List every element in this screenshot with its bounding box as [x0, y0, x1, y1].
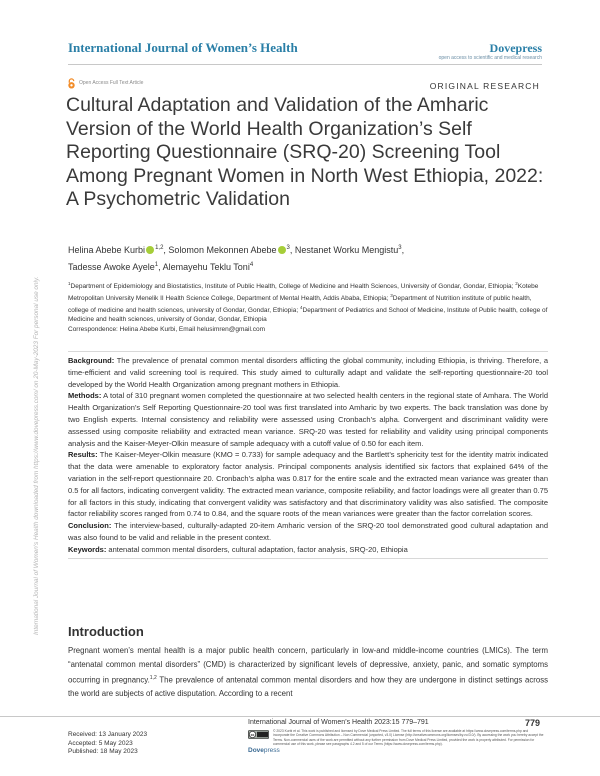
- author-separator: ,: [401, 245, 405, 255]
- abstract-label: Methods:: [68, 391, 102, 401]
- author-affil: 4: [249, 262, 254, 268]
- author-separator: ,: [158, 262, 163, 272]
- affiliation-marker: 4: [299, 305, 303, 311]
- footer-divider: [0, 716, 600, 717]
- abstract-methods: [68, 390, 548, 449]
- accepted-date: Accepted: 5 May 2023: [68, 739, 133, 747]
- open-access-label: Open Access Full Text Article: [79, 80, 144, 86]
- license-text: © 2023 Kurbi et al. This work is published and licensed by Dove Medical Press Limited. The full terms of this license are available at https://www.dovepress.com/terms.php and incorporate the Creative Commons Attribution – Non Commercial (unported, v3.0) License (http://creativecommons.org/licenses/by-nc/3.0/). By accessing the work you hereby accept the Terms. Non-commercial uses of the work are permitted without any further permission from Dove Medical Press Limited, provided the work is properly attributed. For permission for commercial use of this work, please see paragraphs 4.2 and 5 of our Terms (https://www.dovepress.com/terms.php).: [273, 729, 544, 747]
- abstract: [68, 351, 548, 559]
- affiliation-marker: 2: [515, 281, 518, 286]
- publisher-tagline: open access to scientific and medical research: [438, 55, 542, 61]
- author-list: [68, 241, 548, 275]
- intro-paragraph: [68, 644, 548, 701]
- section-heading: Introduction: [68, 624, 144, 639]
- author-name: Tadesse Awoke Ayele: [68, 262, 155, 272]
- orcid-icon[interactable]: [146, 246, 154, 254]
- journal-citation: International Journal of Women’s Health 2023:15 779–791: [248, 719, 429, 726]
- affiliation-text: Kotebe Metropolitan University Menelik II Health Science College, Department of Mental Health, Addis Ababa, Ethiopia;: [68, 283, 539, 303]
- abstract-text: The Kaiser-Meyer-Olkin measure (KMO = 0.733) for sample adequacy and the Bartlett’s sphericity test for the identity matrix indicated that the data were amenable to exploratory factor analysis. Principal components analysis identified six factors that explained 64% of the variation in the self-report questionnaire 20. Cronbach’s alpha was 0.817 for the entire scale and the extracted mean variance was greater than 0.5 for all factors, indicating convergent validity. The extracted mean variance, composite reliability, and factor loadings were all greater than 0.75 for all factors in this study, indicating that convergent validity was satisfactory and that discriminatory validity was also satisfied. The composite factor reliability scores ranged from 0.74 to 0.84, and the square roots of the mean variances were greater than the factor correlation scores.: [68, 450, 548, 519]
- abstract-text: antenatal common mental disorders, cultural adaptation, factor analysis, SRQ-20, Ethiopia: [106, 544, 408, 554]
- affiliation-marker: 3: [390, 293, 393, 299]
- creative-commons-icon: [248, 730, 269, 739]
- correspondence: Correspondence: Helina Abebe Kurbi, Email helusimren@gmail.com: [68, 326, 265, 333]
- author-affil: 1: [154, 262, 159, 268]
- affiliation-text: Department of Epidemiology and Biostatistics, Institute of Public Health, College of Medicine and Health Sciences, University of Gondar, Gondar, Ethiopia;: [70, 283, 516, 291]
- cc-label: cc: [250, 732, 255, 737]
- author-name: Nestanet Worku Mengistu: [294, 245, 399, 255]
- abstract-text: The prevalence of prenatal common mental disorders afflicting the global community, including Ethiopia, is thriving. Therefore, a time-efficient and valid screening tool is required. This study aimed to culturally adapt and validate the self-reporting questionnaire-20 tool developed by the World Health Organization among pregnant mothers in Ethiopia.: [68, 356, 548, 389]
- article-title: Cultural Adaptation and Validation of the Amharic Version of the World Health Organization’s Self Reporting Questionnaire (SRQ-20) Screening Tool Among Pregnant Women in North West Ethiopia, 2022: A Psychometric Validation: [66, 94, 544, 210]
- footer-publisher-logo: [248, 747, 280, 754]
- abstract-text: A total of 310 pregnant women completed the questionnaire at two selected health centers in the regional state of Amhara. The World Health Organization’s Self Reporting Questionnaire-20 tool was first translated into Amharic by two experts. The back translation was done by two English experts. Internal consistency and reliability were assessed using Cronbach’s alpha. Convergent and discriminant validity were assessed using composite reliability and extracted mean variance. SRQ-20 was tested for reliability and validity using principal components analysis and the Kaiser-Meyer-Olkin measure of sample adequacy with a cutoff value of 0.50 for each item.: [68, 391, 548, 448]
- abstract-label: Conclusion:: [68, 521, 112, 531]
- abstract-background: [68, 355, 548, 390]
- header-divider: [68, 64, 542, 65]
- affiliations: [68, 280, 548, 325]
- article-dates: [68, 731, 147, 757]
- journal-title: International Journal of Women’s Health: [68, 40, 298, 55]
- author-affil: 3: [286, 245, 290, 251]
- intro-text: The prevalence of antenatal common mental disorders and how they are undergone in distinct settings across the world are subjects of active disputation. According to a recent: [68, 675, 549, 699]
- watermark-text: International Journal of Women's Health downloaded from https://www.dovepress.com/ on 20-May-2023 For personal use only.: [33, 276, 40, 635]
- affiliation-text: Department of Nutrition institute of public health, college of medicine and health sciences, university of Gondar, Gondar, Ethiopia;: [68, 295, 532, 315]
- author-name: Solomon Mekonnen Abebe: [168, 245, 277, 255]
- author-separator: ,: [289, 245, 295, 255]
- abstract-label: Results:: [68, 450, 98, 460]
- abstract-label: Background:: [68, 356, 115, 365]
- page-number: 779: [524, 718, 540, 728]
- abstract-text: The interview-based, culturally-adapted 20-item Amharic version of the SRQ-20 tool demonstrated good cultural adaptation and was also found to be valid and reliable in the present context.: [68, 521, 548, 542]
- affiliation-text: Department of Pediatrics and School of Medicine, Institute of Public health, college of Medicine and health sciences, university of Gondar, Gondar, Ethiopia: [68, 307, 548, 324]
- abstract-conclusion: [68, 520, 548, 544]
- download-watermark: [8, 150, 48, 650]
- author-affil: 3: [398, 245, 402, 251]
- author-affil: 1,2: [155, 245, 164, 251]
- published-date: Published: 18 May 2023: [68, 748, 138, 755]
- author-separator: ,: [163, 245, 169, 255]
- abstract-results: [68, 449, 548, 520]
- publisher-name: Dove: [248, 747, 264, 754]
- abstract-label: Keywords:: [68, 544, 107, 554]
- article-type: ORIGINAL RESEARCH: [429, 81, 540, 91]
- author-name: Helina Abebe Kurbi: [68, 245, 146, 255]
- open-access-icon: [67, 78, 76, 89]
- affiliation-marker: 1: [68, 281, 71, 286]
- received-date: Received: 13 January 2023: [68, 731, 148, 738]
- publisher-logo: Dovepress: [489, 41, 542, 55]
- orcid-icon[interactable]: [278, 246, 286, 254]
- publisher-suffix: press: [263, 747, 280, 754]
- intro-text: Pregnant women’s mental health is a major public health concern, particularly in low-and middle-income countries (LMICs). The term “antenatal common mental disorders” (CMD) is characterized by significant levels of depressive, anxiety, panic, and somatic symptoms occurring in pregnancy.: [68, 646, 548, 685]
- citation-ref[interactable]: 1,2: [149, 674, 157, 681]
- author-name: Alemayehu Teklu Toni: [162, 262, 250, 272]
- abstract-keywords: [68, 544, 548, 556]
